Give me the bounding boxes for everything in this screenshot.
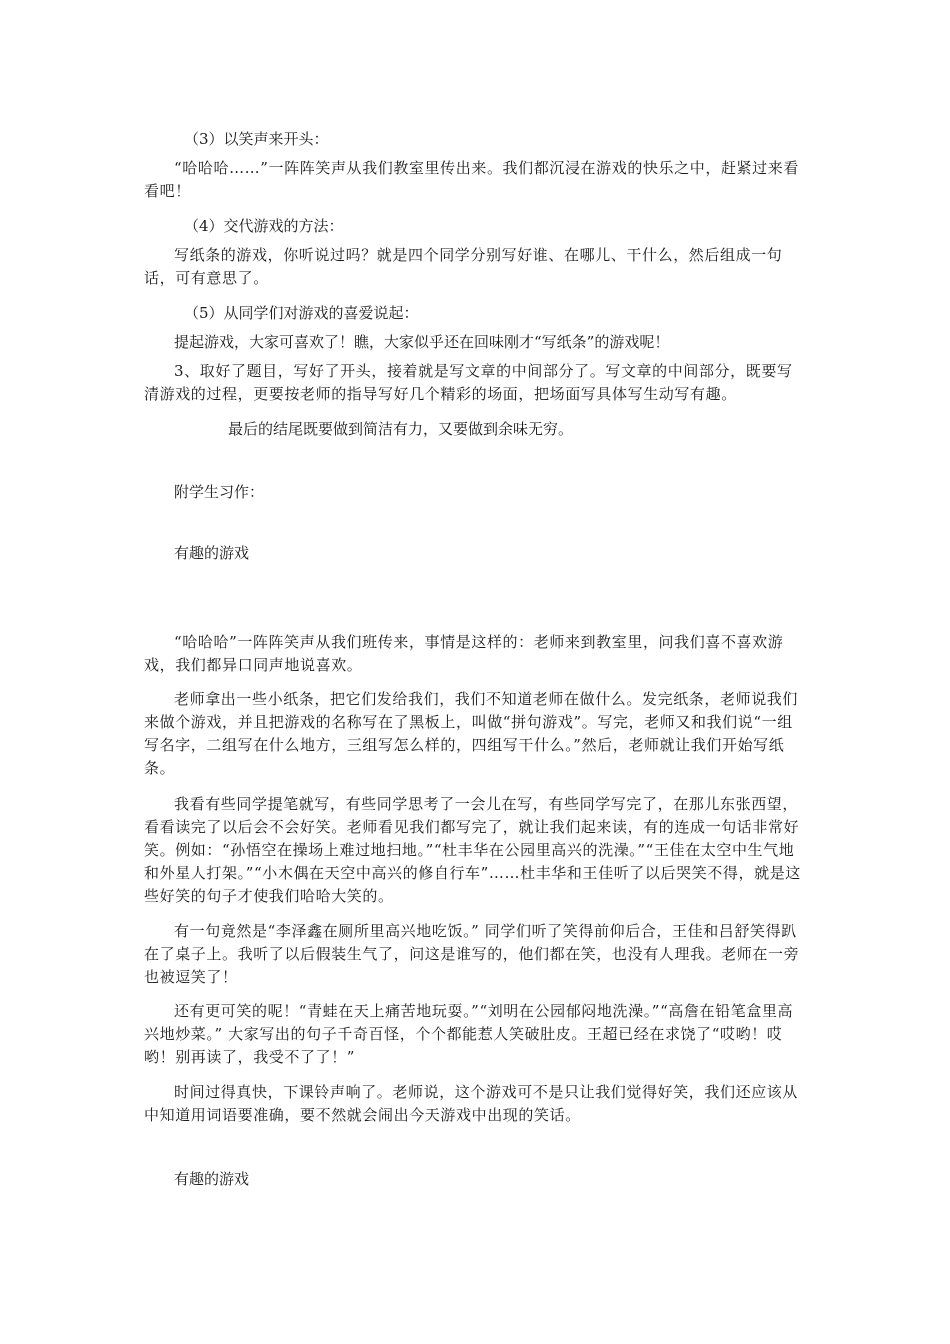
essay-paragraph-3: 我看有些同学提笔就写，有些同学思考了一会儿在写，有些同学写完了，在那儿东张西望，看看读完了以后会不会好笑。老师看见我们都写完了，就让我们起来读，有的连成一句话非常好笑。例如：“孙悟空在操场上难过地扫地。”“杜丰华在公园里高兴的洗澡。”“王佳在太空中生气地和外星人打架。”“小木偶在天空中高兴的修自行车”……杜丰华和王佳听了以后哭笑不得，就是这些好笑的句子才使我们哈哈大笑的。 bbox=[144, 795, 801, 905]
essay-paragraph-2: 老师拿出一些小纸条，把它们发给我们，我们不知道老师在做什么。发完纸条，老师说我们来做个游戏，并且把游戏的名称写在了黑板上，叫做“拼句游戏”。写完，老师又和我们说“一组写名字，二组写在什么地方，三组写怎么样的，四组写干什么。”然后，老师就让我们开始写纸条。 bbox=[144, 690, 799, 777]
tip-4-example: 写纸条的游戏，你听说过吗？就是四个同学分别写好谁、在哪儿、干什么，然后组成一句话，可有意思了。 bbox=[144, 246, 783, 287]
tip-3-example: “哈哈哈……”一阵阵笑声从我们教室里传出来。我们都沉浸在游戏的快乐之中，赶紧过来看看吧！ bbox=[144, 159, 799, 200]
tip-3-heading: （3）以笑声来开头： bbox=[184, 130, 329, 148]
essay-paragraph-5: 还有更可笑的呢！“青蛙在天上痛苦地玩耍。”“刘明在公园郁闷地洗澡。”“高詹在铅笔盒里高兴地炒菜。” 大家写出的句子千奇百怪，个个都能惹人笑破肚皮。王超已经在求饶了“哎哟！哎哟！别再读了，我受不了了！” bbox=[144, 1002, 794, 1066]
tip-4-heading: （4）交代游戏的方法： bbox=[184, 217, 344, 235]
tip-5-heading: （5）从同学们对游戏的喜爱说起： bbox=[184, 304, 419, 322]
essay-paragraph-4: 有一句竟然是“李泽鑫在厕所里高兴地吃饭。” 同学们听了笑得前仰后合，王佳和吕舒笑得趴在了桌子上。我听了以后假装生气了，问这是谁写的，他们都在笑，也没有人理我。老师在一旁也被逗笑了！ bbox=[144, 922, 800, 986]
second-essay-title: 有趣的游戏 bbox=[174, 1170, 250, 1188]
essay-title: 有趣的游戏 bbox=[174, 544, 250, 562]
appendix-label: 附学生习作： bbox=[174, 483, 265, 501]
ending-advice: 最后的结尾既要做到简洁有力，又要做到余味无穷。 bbox=[228, 420, 574, 438]
tip-5-example: 提起游戏，大家可喜欢了！瞧，大家似乎还在回味刚才“写纸条”的游戏呢！ bbox=[174, 333, 670, 351]
essay-paragraph-1: “哈哈哈”一阵阵笑声从我们班传来，事情是这样的：老师来到教室里，问我们喜不喜欢游戏，我们都异口同声地说喜欢。 bbox=[144, 633, 784, 674]
essay-paragraph-6: 时间过得真快，下课铃声响了。老师说，这个游戏可不是只让我们觉得好笑，我们还应该从中知道用词语要准确，要不然就会闹出今天游戏中出现的笑话。 bbox=[144, 1083, 799, 1124]
step-3-text: 3、取好了题目，写好了开头，接着就是写文章的中间部分了。写文章的中间部分，既要写清游戏的过程，更要按老师的指导写好几个精彩的场面，把场面写具体写生动写有趣。 bbox=[144, 362, 793, 403]
